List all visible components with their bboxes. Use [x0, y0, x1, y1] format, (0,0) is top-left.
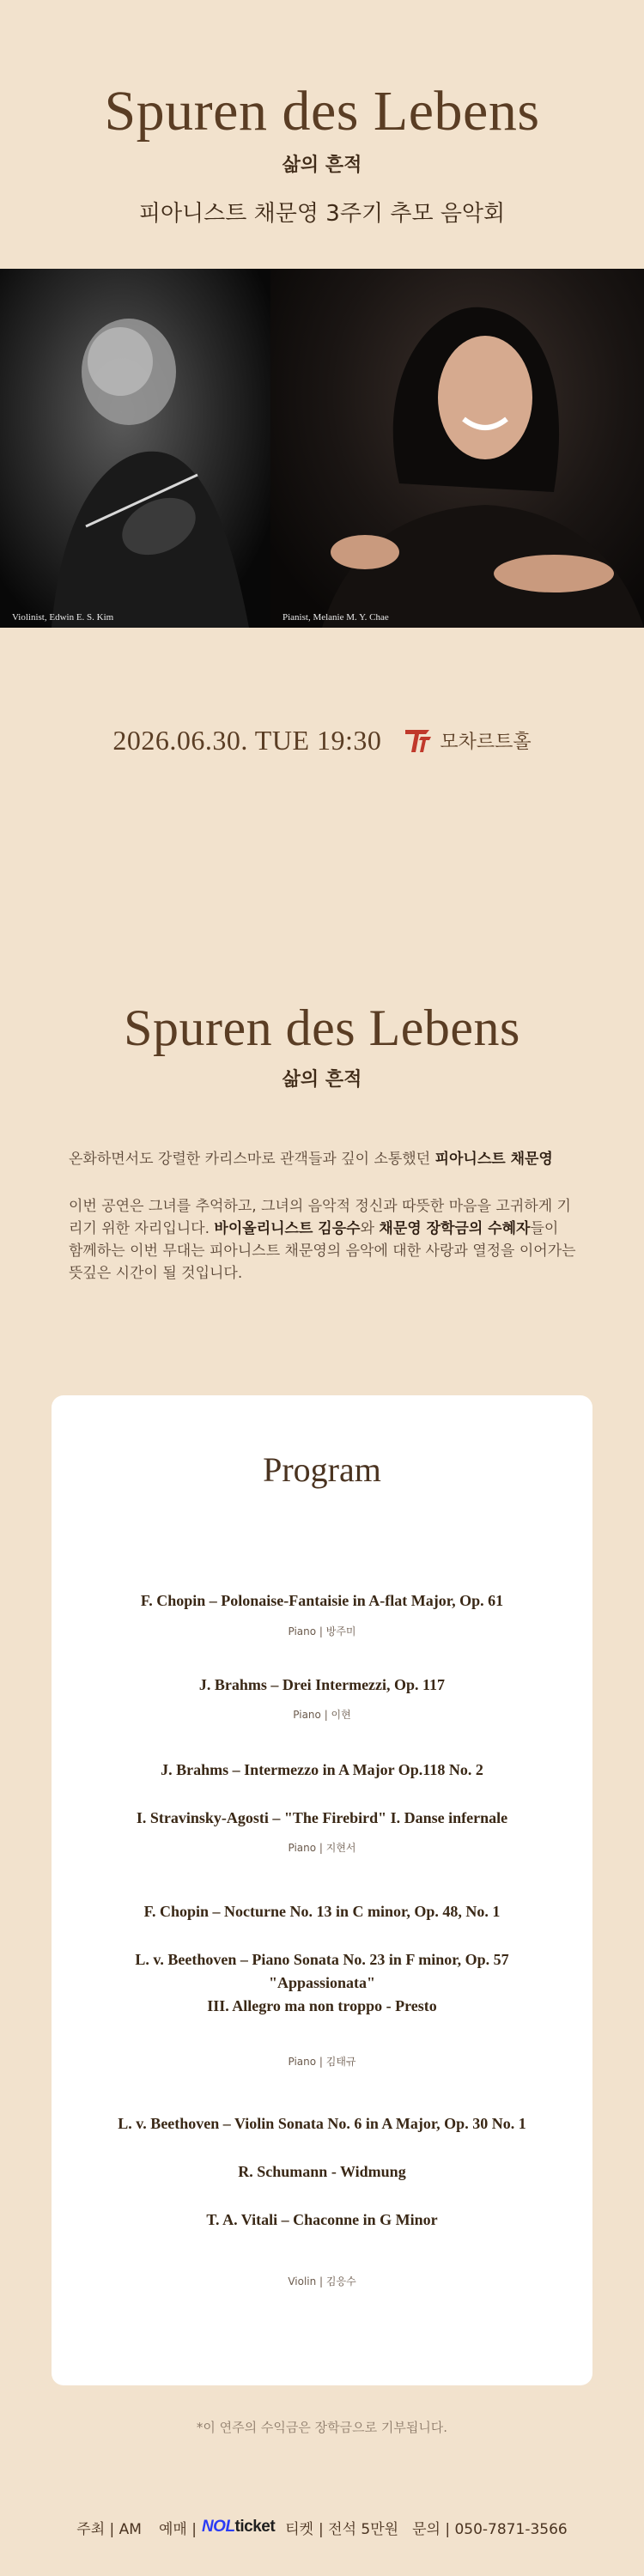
- intro-paragraph-2: 이번 공연은 그녀를 추억하고, 그녀의 음악적 정신과 따뜻한 마음을 고귀하게 기리기 위한 자리입니다. 바이올리니스트 김응수와 채문영 장학금의 수혜자들이 함께하는 이번 무대는 피아니스트 채문영의 음악에 대한 사랑과 열정을 이어가는 뜻깊은 시간이 될 것입니다.: [69, 1198, 576, 1282]
- violinist-caption: Violinist, Edwin E. S. Kim: [12, 612, 114, 623]
- program-piece: F. Chopin – Polonaise-Fantaisie in A-flat Major, Op. 61: [140, 1592, 504, 1609]
- program-piece: J. Brahms – Drei Intermezzi, Op. 117: [198, 1676, 446, 1693]
- venue-name: 모차르트홀: [440, 731, 532, 753]
- program-piece: F. Chopin – Nocturne No. 13 in C minor, Op. 48, No. 1: [143, 1903, 501, 1920]
- donation-note: *이 연주의 수익금은 장학금으로 기부됩니다.: [196, 2420, 448, 2435]
- section-subtitle: 삶의 흔적: [282, 1069, 362, 1091]
- ticket-price: | 전석 5만원: [319, 2520, 399, 2538]
- venue: [404, 726, 531, 754]
- pianist-photo: [270, 269, 644, 628]
- pianist-caption: Pianist, Melanie M. Y. Chae: [283, 612, 389, 623]
- contact-info: 문의 | 050-7871-3566: [412, 2520, 568, 2538]
- booking-label: 예매 |: [158, 2520, 197, 2538]
- program-performer: Piano | 방주미: [288, 1625, 356, 1637]
- violinist-name: 바이올리니스트 김응수: [214, 1220, 361, 1237]
- program-piece: "Appassionata": [268, 1974, 376, 1991]
- program-piece: L. v. Beethoven – Violin Sonata No. 6 in A Major, Op. 30 No. 1: [118, 2115, 526, 2132]
- program-performer: Piano | 이현: [293, 1709, 351, 1721]
- program-title: Program: [263, 1450, 381, 1489]
- program-piece: R. Schumann - Widmung: [238, 2163, 406, 2180]
- page-title: Spuren des Lebens: [104, 80, 540, 143]
- performer-photos: [0, 269, 644, 628]
- concert-name: 피아니스트 채문영 3주기 추모 음악회: [138, 201, 506, 227]
- program-performer: Violin | 김응수: [288, 2275, 356, 2287]
- scholarship-recipients: 채문영 장학금의 수혜자: [379, 1220, 531, 1237]
- section-title: Spuren des Lebens: [124, 999, 520, 1056]
- footer-info: [0, 2514, 644, 2540]
- host-info: 주최 | AM: [76, 2520, 142, 2538]
- program-performer: Piano | 김태규: [288, 2056, 356, 2068]
- page-subtitle: 삶의 흔적: [282, 155, 362, 176]
- pianist-name: 피아니스트 채문영: [434, 1151, 553, 1168]
- program-performer: Piano | 지현서: [288, 1842, 356, 1854]
- violinist-photo: [0, 269, 270, 628]
- nol-ticket-logo[interactable]: NOLticket: [201, 2518, 276, 2536]
- program-piece: I. Stravinsky-Agosti – "The Firebird" I. Danse infernale: [136, 1809, 508, 1826]
- program-piece: T. A. Vitali – Chaconne in G Minor: [206, 2211, 438, 2228]
- program-piece: L. v. Beethoven – Piano Sonata No. 23 in F minor, Op. 57: [135, 1951, 509, 1968]
- program-piece: III. Allegro ma non troppo - Presto: [207, 1997, 437, 2014]
- program-piece: J. Brahms – Intermezzo in A Major Op.118 No. 2: [161, 1761, 483, 1778]
- booking-suffix: 티켓: [285, 2520, 314, 2538]
- program-card: [52, 1395, 592, 2385]
- event-datetime: 2026.06.30. TUE 19:30: [112, 724, 382, 756]
- violinist-silhouette: [0, 269, 270, 628]
- venue-logo-icon: [404, 726, 436, 754]
- pianist-silhouette: [270, 269, 644, 628]
- intro-paragraph-1: 온화하면서도 강렬한 카리스마로 관객들과 깊이 소통했던 피아니스트 채문영: [69, 1151, 553, 1168]
- event-info: [0, 723, 644, 757]
